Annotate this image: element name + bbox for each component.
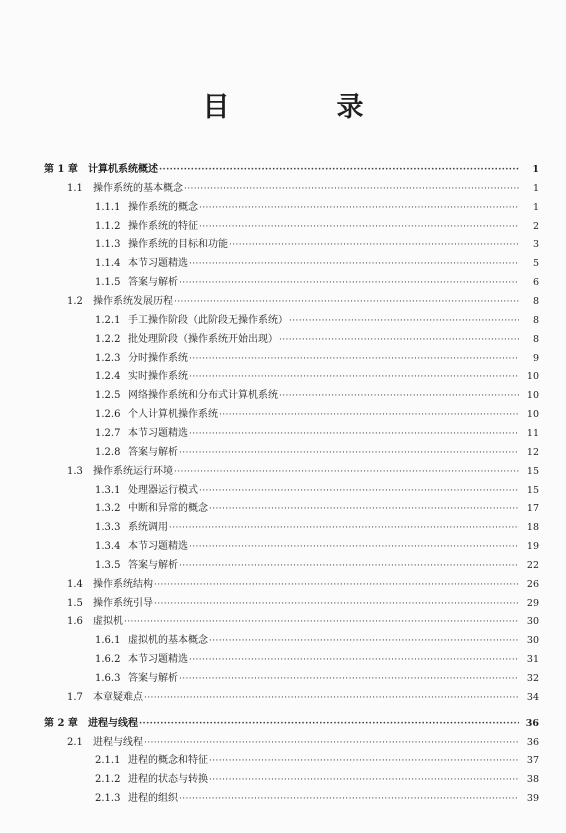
toc-entry-label: 操作系统的目标和功能 bbox=[128, 239, 228, 251]
dot-leader bbox=[154, 576, 519, 594]
toc-entry-number: 1.2.3 bbox=[95, 352, 121, 364]
toc-entry-label: 虚拟机的基本概念 bbox=[128, 635, 208, 647]
toc-entry-page: 1 bbox=[532, 182, 539, 194]
toc-entry-number: 1.3 bbox=[67, 465, 83, 477]
toc-entry-label: 本章疑难点 bbox=[93, 691, 143, 703]
dot-leader bbox=[279, 331, 519, 349]
toc-section bbox=[0, 595, 566, 613]
toc-entry-page: 11 bbox=[526, 427, 539, 439]
toc-entry-number: 1.1.5 bbox=[95, 277, 121, 289]
toc-entry-number: 1.6.1 bbox=[95, 635, 121, 647]
toc-entry-number: 1.1.1 bbox=[95, 201, 121, 213]
toc-entry-number: 1.2.5 bbox=[95, 390, 121, 402]
dot-leader bbox=[184, 180, 519, 198]
toc-entry-label: 进程的概念和特征 bbox=[128, 755, 208, 767]
toc-entry-label: 个人计算机操作系统 bbox=[128, 409, 218, 420]
toc-section bbox=[0, 613, 566, 631]
toc-entry-number: 1.6.2 bbox=[95, 654, 121, 666]
dot-leader bbox=[209, 771, 519, 789]
toc-chapter bbox=[0, 161, 566, 179]
dot-leader bbox=[179, 274, 519, 292]
dot-leader bbox=[179, 557, 519, 575]
toc-entry-number: 1.3.4 bbox=[95, 541, 121, 552]
dot-leader bbox=[169, 519, 519, 537]
dot-leader bbox=[179, 790, 519, 808]
toc-entry-label: 操作系统的基本概念 bbox=[93, 182, 183, 194]
toc-entry-page: 36 bbox=[525, 717, 539, 729]
dot-leader bbox=[159, 161, 519, 179]
toc-entry-page: 19 bbox=[526, 541, 539, 552]
toc-entry-number: 1.1 bbox=[67, 182, 83, 194]
toc-entry-number: 2.1 bbox=[67, 736, 83, 748]
toc-entry-label: 处理器运行模式 bbox=[128, 484, 198, 496]
toc-entry-label: 进程与线程 bbox=[88, 717, 138, 729]
toc-section bbox=[0, 180, 566, 198]
toc-entry-number: 1.5 bbox=[67, 597, 83, 609]
toc-entry-label: 进程的状态与转换 bbox=[128, 774, 208, 786]
toc-entry-label: 本节习题精选 bbox=[128, 258, 188, 270]
toc-entry-label: 进程与线程 bbox=[93, 736, 143, 748]
toc-entry-page: 1 bbox=[532, 164, 539, 175]
toc-entry-page: 15 bbox=[526, 465, 539, 477]
dot-leader bbox=[189, 255, 519, 273]
toc-subsection bbox=[0, 236, 566, 254]
toc-subsection bbox=[0, 538, 566, 556]
toc-entry-number: 1.2.7 bbox=[95, 427, 121, 439]
toc-entry-page: 36 bbox=[526, 736, 539, 748]
toc-entry-label: 系统调用 bbox=[128, 522, 168, 534]
toc-entry-number: 1.2.4 bbox=[95, 371, 121, 383]
dot-leader bbox=[139, 715, 519, 733]
toc-subsection bbox=[0, 651, 566, 669]
dot-leader bbox=[154, 595, 519, 613]
toc-entry-label: 虚拟机 bbox=[93, 616, 123, 628]
toc-section bbox=[0, 734, 566, 752]
dot-leader bbox=[189, 350, 519, 368]
toc-subsection bbox=[0, 387, 566, 405]
toc-entry-number: 1.1.2 bbox=[95, 220, 121, 232]
dot-leader bbox=[209, 752, 519, 770]
dot-leader bbox=[124, 613, 519, 631]
toc-entry-label: 中断和异常的概念 bbox=[128, 503, 208, 515]
toc-entry-label: 计算机系统概述 bbox=[88, 164, 158, 175]
toc-entry-page: 22 bbox=[526, 559, 539, 571]
toc-entry-page: 1 bbox=[532, 201, 539, 213]
toc-entry-number: 2.1.1 bbox=[95, 755, 121, 767]
toc-entry-number: 1.6 bbox=[67, 616, 83, 628]
toc-subsection bbox=[0, 771, 566, 789]
toc-entry-label: 操作系统发展历程 bbox=[93, 295, 173, 307]
toc-entry-label: 操作系统的特征 bbox=[128, 220, 198, 232]
dot-leader bbox=[174, 293, 519, 311]
dot-leader bbox=[229, 236, 519, 254]
toc-entry-page: 3 bbox=[532, 239, 539, 251]
toc-subsection bbox=[0, 752, 566, 770]
toc-entry-label: 操作系统引导 bbox=[93, 597, 153, 609]
toc-entry-label: 进程的组织 bbox=[128, 793, 178, 805]
toc-subsection bbox=[0, 255, 566, 273]
dot-leader bbox=[179, 444, 519, 462]
dot-leader bbox=[199, 199, 519, 217]
toc-entry-label: 答案与解析 bbox=[128, 559, 178, 571]
toc-section bbox=[0, 576, 566, 594]
toc-entry-page: 34 bbox=[526, 691, 539, 703]
toc-entry-page: 29 bbox=[526, 597, 539, 609]
toc-entry-page: 10 bbox=[526, 371, 539, 383]
toc-entry-label: 本节习题精选 bbox=[128, 427, 188, 439]
dot-leader bbox=[189, 651, 519, 669]
toc-entry-label: 本节习题精选 bbox=[128, 654, 188, 666]
toc-entry-number: 2.1.2 bbox=[95, 774, 121, 786]
dot-leader bbox=[289, 312, 519, 330]
toc-entry-label: 本节习题精选 bbox=[128, 541, 188, 552]
toc-entry-page: 30 bbox=[526, 616, 539, 628]
toc-entry-label: 操作系统结构 bbox=[93, 578, 153, 590]
toc-entry-number: 1.7 bbox=[67, 691, 83, 703]
toc-entry-label: 手工操作阶段（此阶段无操作系统） bbox=[128, 314, 288, 326]
toc-entry-number: 1.1.4 bbox=[95, 258, 121, 270]
toc-subsection bbox=[0, 444, 566, 462]
toc-entry-number: 1.3.5 bbox=[95, 559, 121, 571]
toc-entry-page: 31 bbox=[526, 654, 539, 666]
toc-entry-label: 分时操作系统 bbox=[128, 352, 188, 364]
toc-entry-label: 网络操作系统和分布式计算机系统 bbox=[128, 390, 278, 402]
toc-entry-label: 操作系统的概念 bbox=[128, 201, 198, 213]
dot-leader bbox=[209, 632, 519, 650]
toc-entry-page: 26 bbox=[526, 578, 539, 590]
toc-entry-number: 1.3.1 bbox=[95, 484, 121, 496]
toc-section bbox=[0, 689, 566, 707]
dot-leader bbox=[189, 368, 519, 386]
dot-leader bbox=[189, 538, 519, 556]
toc-entry-label: 实时操作系统 bbox=[128, 371, 188, 383]
dot-leader bbox=[199, 218, 519, 236]
toc-entry-page: 10 bbox=[526, 409, 539, 420]
toc-entry-number: 1.4 bbox=[67, 578, 83, 590]
toc-entry-label: 答案与解析 bbox=[128, 673, 178, 684]
toc-entry-page: 32 bbox=[526, 673, 539, 684]
toc-entry-label: 操作系统运行环境 bbox=[93, 465, 173, 477]
toc-subsection bbox=[0, 368, 566, 386]
dot-leader bbox=[279, 387, 519, 405]
toc-entry-page: 8 bbox=[532, 295, 539, 307]
dot-leader bbox=[189, 425, 519, 443]
dot-leader bbox=[199, 482, 519, 500]
toc-entry-number: 1.2.1 bbox=[95, 314, 121, 326]
toc-entry-label: 答案与解析 bbox=[128, 277, 178, 289]
toc-entry-number: 1.2.8 bbox=[95, 446, 121, 458]
toc-subsection bbox=[0, 519, 566, 537]
toc-entry-number: 第 1 章 bbox=[44, 164, 78, 175]
toc-entry-page: 30 bbox=[526, 635, 539, 647]
toc-subsection bbox=[0, 274, 566, 292]
toc-subsection bbox=[0, 670, 566, 688]
toc-subsection bbox=[0, 632, 566, 650]
toc-subsection bbox=[0, 790, 566, 808]
toc-entry-number: 1.6.3 bbox=[95, 673, 121, 684]
dot-leader bbox=[174, 463, 519, 481]
toc-entry-label: 答案与解析 bbox=[128, 446, 178, 458]
toc-subsection bbox=[0, 312, 566, 330]
toc-entry-page: 10 bbox=[526, 390, 539, 402]
page-title: 目 录 bbox=[202, 92, 404, 123]
toc-entry-number: 1.2.2 bbox=[95, 333, 121, 345]
toc-entry-page: 15 bbox=[526, 484, 539, 496]
dot-leader bbox=[219, 406, 519, 424]
toc-entry-page: 39 bbox=[526, 793, 539, 805]
toc-entry-number: 1.3.3 bbox=[95, 522, 121, 534]
toc-entry-page: 18 bbox=[526, 522, 539, 534]
dot-leader bbox=[209, 500, 519, 518]
toc-subsection bbox=[0, 482, 566, 500]
toc-entry-page: 12 bbox=[526, 446, 539, 458]
toc-entry-page: 9 bbox=[532, 352, 539, 364]
toc-section bbox=[0, 293, 566, 311]
toc-subsection bbox=[0, 425, 566, 443]
toc-entry-page: 8 bbox=[532, 314, 539, 326]
toc-entry-page: 8 bbox=[532, 333, 539, 345]
toc-entry-page: 17 bbox=[526, 503, 539, 515]
toc-entry-page: 37 bbox=[526, 755, 539, 767]
toc-subsection bbox=[0, 331, 566, 349]
toc-chapter bbox=[0, 715, 566, 733]
toc-subsection bbox=[0, 350, 566, 368]
toc-section bbox=[0, 463, 566, 481]
toc-subsection bbox=[0, 500, 566, 518]
toc-subsection bbox=[0, 199, 566, 217]
toc-entry-number: 第 2 章 bbox=[44, 717, 78, 729]
dot-leader bbox=[179, 670, 519, 688]
toc-entry-page: 6 bbox=[532, 277, 539, 289]
toc-entry-number: 2.1.3 bbox=[95, 793, 121, 805]
dot-leader bbox=[144, 734, 519, 752]
toc-entry-label: 批处理阶段（操作系统开始出现） bbox=[128, 333, 278, 345]
toc-entry-number: 1.2 bbox=[67, 295, 83, 307]
toc-entry-page: 2 bbox=[532, 220, 539, 232]
dot-leader bbox=[144, 689, 519, 707]
toc-entry-page: 38 bbox=[526, 774, 539, 786]
toc-entry-number: 1.3.2 bbox=[95, 503, 121, 515]
toc-entry-number: 1.2.6 bbox=[95, 409, 121, 420]
toc-subsection bbox=[0, 557, 566, 575]
toc-subsection bbox=[0, 218, 566, 236]
toc-subsection bbox=[0, 406, 566, 424]
toc-entry-number: 1.1.3 bbox=[95, 239, 121, 251]
toc-entry-page: 5 bbox=[532, 258, 539, 270]
